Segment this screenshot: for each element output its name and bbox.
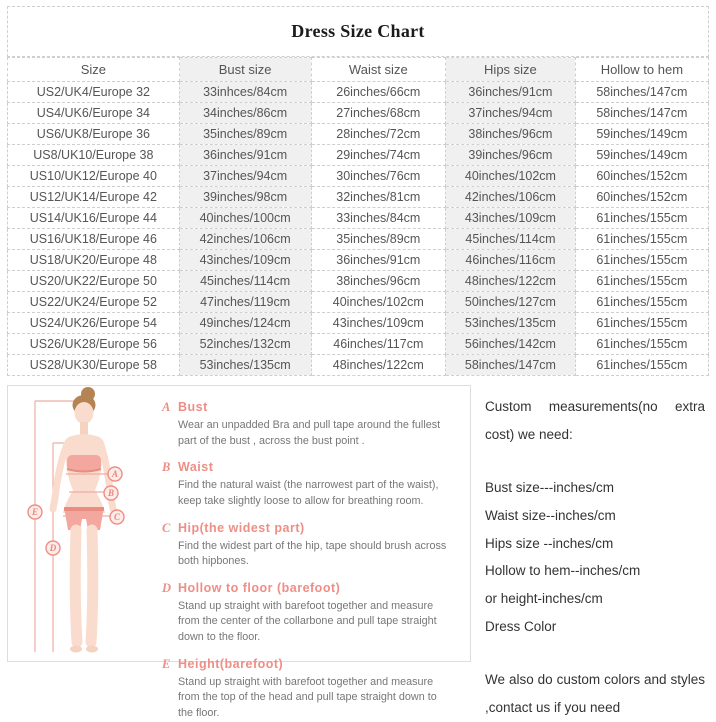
table-cell: 43inches/109cm — [446, 208, 576, 229]
custom-field-line: Hips size --inches/cm — [485, 535, 614, 551]
table-cell: 48inches/122cm — [446, 271, 576, 292]
size-table-body — [8, 82, 709, 376]
guide-item-head — [162, 400, 460, 415]
table-header-cell: Size — [8, 58, 180, 82]
table-cell: 38inches/96cm — [446, 124, 576, 145]
table-cell: 27inches/68cm — [311, 103, 446, 124]
table-cell: US20/UK22/Europe 50 — [8, 271, 180, 292]
table-cell: 40inches/100cm — [179, 208, 311, 229]
marker-letter-a: A — [111, 469, 119, 480]
guide-item-description: Wear an unpadded Bra and pull tape around the fullest part of the bust , across the bust point . — [178, 419, 441, 447]
guide-item-heading: Bust — [178, 400, 208, 414]
table-row — [8, 103, 709, 124]
table-cell: 61inches/155cm — [575, 229, 708, 250]
table-cell: 60inches/152cm — [575, 187, 708, 208]
table-cell: 36inches/91cm — [179, 145, 311, 166]
table-cell: 58inches/147cm — [575, 82, 708, 103]
table-cell: 33inhces/84cm — [179, 82, 311, 103]
left-arm — [53, 442, 68, 509]
size-table — [7, 57, 709, 376]
table-cell: US22/UK24/Europe 52 — [8, 292, 180, 313]
table-cell: US2/UK4/Europe 32 — [8, 82, 180, 103]
table-cell: 61inches/155cm — [575, 250, 708, 271]
table-cell: 43inches/109cm — [311, 313, 446, 334]
guide-list — [158, 386, 470, 720]
custom-note: We also do custom colors and styles ,contact us if you need — [485, 672, 705, 716]
custom-fields — [485, 474, 705, 640]
table-cell: 58inches/147cm — [446, 355, 576, 376]
table-cell: 35inches/89cm — [311, 229, 446, 250]
table-cell: 43inches/109cm — [179, 250, 311, 271]
table-cell: 42inches/106cm — [179, 229, 311, 250]
table-cell: 59inches/149cm — [575, 124, 708, 145]
guide-item-description: Stand up straight with barefoot together and measure from the center of the collarbone and pull tape straight down to the floor. — [178, 599, 437, 644]
table-cell: 38inches/96cm — [311, 271, 446, 292]
table-cell: 33inches/84cm — [311, 208, 446, 229]
table-cell: 26inches/66cm — [311, 82, 446, 103]
table-cell: 60inches/152cm — [575, 166, 708, 187]
table-row — [8, 145, 709, 166]
guide-item-letter: D — [162, 580, 172, 595]
guide-item-letter: A — [162, 400, 171, 414]
table-cell: 50inches/127cm — [446, 292, 576, 313]
table-cell: 40inches/102cm — [446, 166, 576, 187]
table-row — [8, 124, 709, 145]
table-cell: 28inches/72cm — [311, 124, 446, 145]
guide-item-description: Stand up straight with barefoot together and measure from the top of the head and pull tape straight down to the floor. — [178, 675, 437, 720]
table-cell: 48inches/122cm — [311, 355, 446, 376]
right-foot — [86, 646, 98, 653]
bottom-section — [7, 385, 709, 722]
left-leg — [75, 530, 77, 642]
table-row — [8, 208, 709, 229]
table-header-cell: Waist size — [311, 58, 446, 82]
guide-item-head — [162, 657, 460, 672]
table-cell: 53inches/135cm — [446, 313, 576, 334]
bandeau-top — [67, 455, 101, 471]
right-leg — [91, 530, 93, 642]
table-cell: US4/UK6/Europe 34 — [8, 103, 180, 124]
table-cell: 46inches/116cm — [446, 250, 576, 271]
custom-intro: Custom measurements(no extra cost) we need: — [485, 399, 705, 442]
guide-item — [162, 657, 460, 722]
custom-field-line: Dress Color — [485, 618, 557, 634]
table-cell: 39inches/96cm — [446, 145, 576, 166]
head — [75, 402, 94, 424]
table-cell: US8/UK10/Europe 38 — [8, 145, 180, 166]
table-row — [8, 250, 709, 271]
guide-item-heading: Height(barefoot) — [178, 656, 284, 671]
table-header-cell: Hips size — [446, 58, 576, 82]
guide-item-heading: Waist — [178, 460, 214, 475]
table-cell: US12/UK14/Europe 42 — [8, 187, 180, 208]
table-cell: 47inches/119cm — [179, 292, 311, 313]
table-cell: US28/UK30/Europe 58 — [8, 355, 180, 376]
marker-letter-b: B — [107, 488, 115, 499]
table-cell: 49inches/124cm — [179, 313, 311, 334]
custom-measurements-panel — [471, 385, 709, 722]
guide-item-letter: C — [162, 520, 171, 535]
table-cell: 45inches/114cm — [446, 229, 576, 250]
neck — [80, 422, 88, 435]
table-cell: US10/UK12/Europe 40 — [8, 166, 180, 187]
guide-item-heading: Hip(the widest part) — [178, 520, 305, 535]
marker-letter-c: C — [113, 512, 121, 523]
table-cell: 35inches/89cm — [179, 124, 311, 145]
guide-item-heading: Hollow to floor (barefoot) — [178, 580, 341, 595]
shorts-waistband — [64, 507, 104, 511]
table-cell: US6/UK8/Europe 36 — [8, 124, 180, 145]
table-cell: 37inches/94cm — [179, 166, 311, 187]
figure-wrap — [8, 386, 158, 661]
guide-item — [162, 460, 460, 509]
table-cell: 53inches/135cm — [179, 355, 311, 376]
custom-field-line: or height-inches/cm — [485, 591, 603, 607]
guide-item-head — [162, 581, 460, 596]
measurement-guide-panel — [7, 385, 471, 720]
guide-item — [162, 400, 460, 449]
table-row — [8, 334, 709, 355]
table-row — [8, 82, 709, 103]
table-cell: US18/UK20/Europe 48 — [8, 250, 180, 271]
table-cell: 30inches/76cm — [311, 166, 446, 187]
table-cell: 61inches/155cm — [575, 292, 708, 313]
guide-item — [162, 581, 460, 646]
table-row — [8, 229, 709, 250]
guide-item-letter: E — [162, 656, 171, 671]
table-cell: 56inches/142cm — [446, 334, 576, 355]
table-cell: 58inches/147cm — [575, 103, 708, 124]
title-box — [7, 6, 709, 57]
guide-item-letter: B — [162, 460, 171, 475]
table-cell: 61inches/155cm — [575, 271, 708, 292]
table-cell: 52inches/132cm — [179, 334, 311, 355]
table-header-cell: Hollow to hem — [575, 58, 708, 82]
page-title: Dress Size Chart — [291, 21, 425, 41]
table-row — [8, 187, 709, 208]
table-header-row — [8, 58, 709, 82]
table-cell: 39inches/98cm — [179, 187, 311, 208]
guide-item-description: Find the natural waist (the narrowest part of the waist), keep take slightly loose to allow for breathing room. — [178, 479, 439, 507]
table-row — [8, 166, 709, 187]
marker-letter-d: D — [49, 543, 57, 554]
table-row — [8, 292, 709, 313]
table-cell: 42inches/106cm — [446, 187, 576, 208]
table-cell: 36inches/91cm — [311, 250, 446, 271]
table-header-cell: Bust size — [179, 58, 311, 82]
table-cell: 59inches/149cm — [575, 145, 708, 166]
guide-item-head — [162, 460, 460, 475]
table-cell: US24/UK26/Europe 54 — [8, 313, 180, 334]
table-cell: 37inches/94cm — [446, 103, 576, 124]
table-cell: 61inches/155cm — [575, 355, 708, 376]
custom-field-line: Waist size--inches/cm — [485, 508, 616, 524]
table-cell: US16/UK18/Europe 46 — [8, 229, 180, 250]
guide-item — [162, 521, 460, 570]
table-cell: 46inches/117cm — [311, 334, 446, 355]
table-cell: 32inches/81cm — [311, 187, 446, 208]
guide-item-head — [162, 521, 460, 536]
table-cell: US14/UK16/Europe 44 — [8, 208, 180, 229]
table-row — [8, 313, 709, 334]
table-cell: 61inches/155cm — [575, 208, 708, 229]
table-cell: 61inches/155cm — [575, 334, 708, 355]
table-cell: 34inches/86cm — [179, 103, 311, 124]
guide-item-description: Find the widest part of the hip, tape should brush across both hipbones. — [178, 539, 447, 568]
body-figure-illustration — [8, 386, 158, 661]
table-cell: 36inches/91cm — [446, 82, 576, 103]
marker-letter-e: E — [31, 507, 39, 518]
table-cell: 45inches/114cm — [179, 271, 311, 292]
table-cell: US26/UK28/Europe 56 — [8, 334, 180, 355]
table-row — [8, 271, 709, 292]
table-cell: 29inches/74cm — [311, 145, 446, 166]
custom-field-line: Bust size---inches/cm — [485, 480, 615, 496]
table-cell: 40inches/102cm — [311, 292, 446, 313]
table-cell: 61inches/155cm — [575, 313, 708, 334]
left-foot — [70, 646, 82, 653]
custom-field-line: Hollow to hem--inches/cm — [485, 563, 641, 579]
table-row — [8, 355, 709, 376]
